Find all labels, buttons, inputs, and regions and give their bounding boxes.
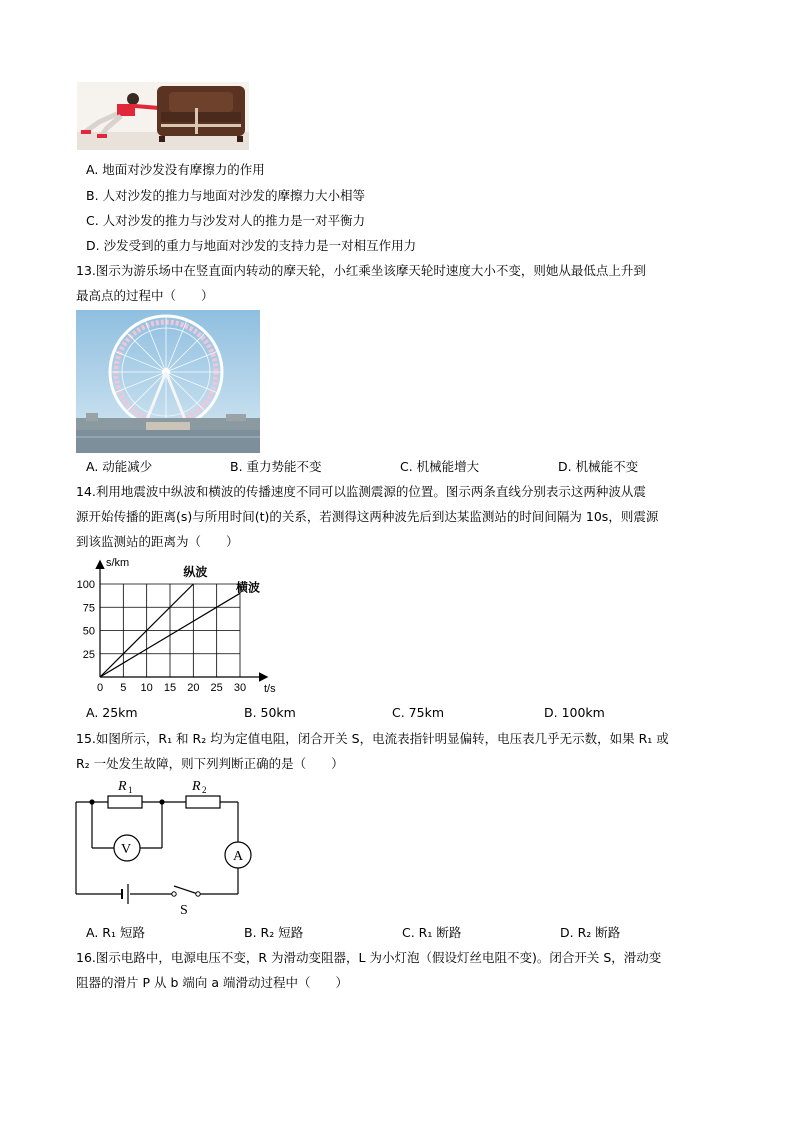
sofa-push-image xyxy=(77,82,249,150)
series-label: 横波 xyxy=(236,580,261,595)
q14-option-b: B. 50km xyxy=(244,705,296,720)
series-label: 纵波 xyxy=(183,565,208,579)
x-tick-label: 15 xyxy=(163,682,177,694)
y-tick-label: 25 xyxy=(82,648,95,661)
r1-label: R xyxy=(118,779,127,794)
resistor-r2 xyxy=(186,796,220,808)
y-axis-label: s/km xyxy=(106,557,130,569)
circuit-diagram xyxy=(70,770,270,918)
ammeter-label: A xyxy=(233,849,244,864)
q13-option-c: C. 机械能增大 xyxy=(400,459,480,474)
x-axis-label: t/s xyxy=(264,683,276,695)
r1-subscript: 1 xyxy=(128,785,133,795)
q15-option-c: C. R₁ 断路 xyxy=(402,925,462,940)
q15-option-b: B. R₂ 短路 xyxy=(244,925,304,940)
q12-option-d: D. 沙发受到的重力与地面对沙发的支持力是一对相互作用力 xyxy=(86,238,417,253)
q12-option-c: C. 人对沙发的推力与沙发对人的推力是一对平衡力 xyxy=(86,213,366,228)
q15-option-d: D. R₂ 断路 xyxy=(560,925,621,940)
switch xyxy=(174,886,198,894)
switch-label: S xyxy=(180,903,188,918)
x-tick-label: 25 xyxy=(210,682,223,694)
x-tick-label: 5 xyxy=(120,682,127,694)
x-tick-label: 30 xyxy=(233,682,247,694)
y-tick-label: 100 xyxy=(76,579,95,591)
q12-option-b: B. 人对沙发的推力与地面对沙发的摩擦力大小相等 xyxy=(86,188,366,203)
x-tick-label: 0 xyxy=(96,682,104,694)
q15-option-a: A. R₁ 短路 xyxy=(86,925,145,940)
q14-stem-line1: 14.利用地震波中纵波和横波的传播速度不同可以监测震源的位置。图示两条直线分别表示这两种波从震 xyxy=(76,484,646,499)
q12-option-a: A. 地面对沙发没有摩擦力的作用 xyxy=(86,162,265,177)
q15-stem-line2: R₂ 一处发生故障，则下列判断正确的是（ ） xyxy=(76,756,344,771)
q13-option-d: D. 机械能不变 xyxy=(558,459,639,474)
q16-stem-line2: 阻器的滑片 P 从 b 端向 a 端滑动过程中（ ） xyxy=(76,975,348,990)
q13-stem-line2: 最高点的过程中（ ） xyxy=(76,288,214,303)
q14-option-a: A. 25km xyxy=(86,705,138,720)
y-tick-label: 50 xyxy=(82,625,95,638)
resistor-r1 xyxy=(108,796,142,808)
r2-label: R xyxy=(192,779,201,794)
y-tick-label: 75 xyxy=(82,602,95,615)
q14-option-c: C. 75km xyxy=(392,705,444,720)
x-tick-label: 10 xyxy=(140,682,153,694)
q15-stem-line1: 15.如图所示，R₁ 和 R₂ 均为定值电阻，闭合开关 S，电流表指针明显偏转，电压表几乎无示数，如果 R₁ 或 xyxy=(76,731,669,746)
q13-option-a: A. 动能减少 xyxy=(86,459,153,474)
q14-stem-line2: 源开始传播的距离(s)与所用时间(t)的关系，若测得这两种波先后到达某监测站的时间间隔为 10s，则震源 xyxy=(76,509,659,524)
wave-distance-time-chart xyxy=(70,556,290,698)
q16-stem-line1: 16.图示电路中，电源电压不变，R 为滑动变阻器，L 为小灯泡（假设灯丝电阻不变)。闭合开关 S，滑动变 xyxy=(76,950,662,965)
q13-option-b: B. 重力势能不变 xyxy=(230,459,322,474)
q14-stem-line3: 到该监测站的距离为（ ） xyxy=(76,534,239,549)
q14-option-d: D. 100km xyxy=(544,705,605,720)
x-tick-label: 20 xyxy=(187,682,200,694)
r2-subscript: 2 xyxy=(202,785,207,795)
q13-stem-line1: 13.图示为游乐场中在竖直面内转动的摩天轮，小红乘坐该摩天轮时速度大小不变，则她从最低点上升到 xyxy=(76,263,646,278)
ferris-wheel-image xyxy=(76,310,260,453)
voltmeter-label: V xyxy=(121,842,132,857)
